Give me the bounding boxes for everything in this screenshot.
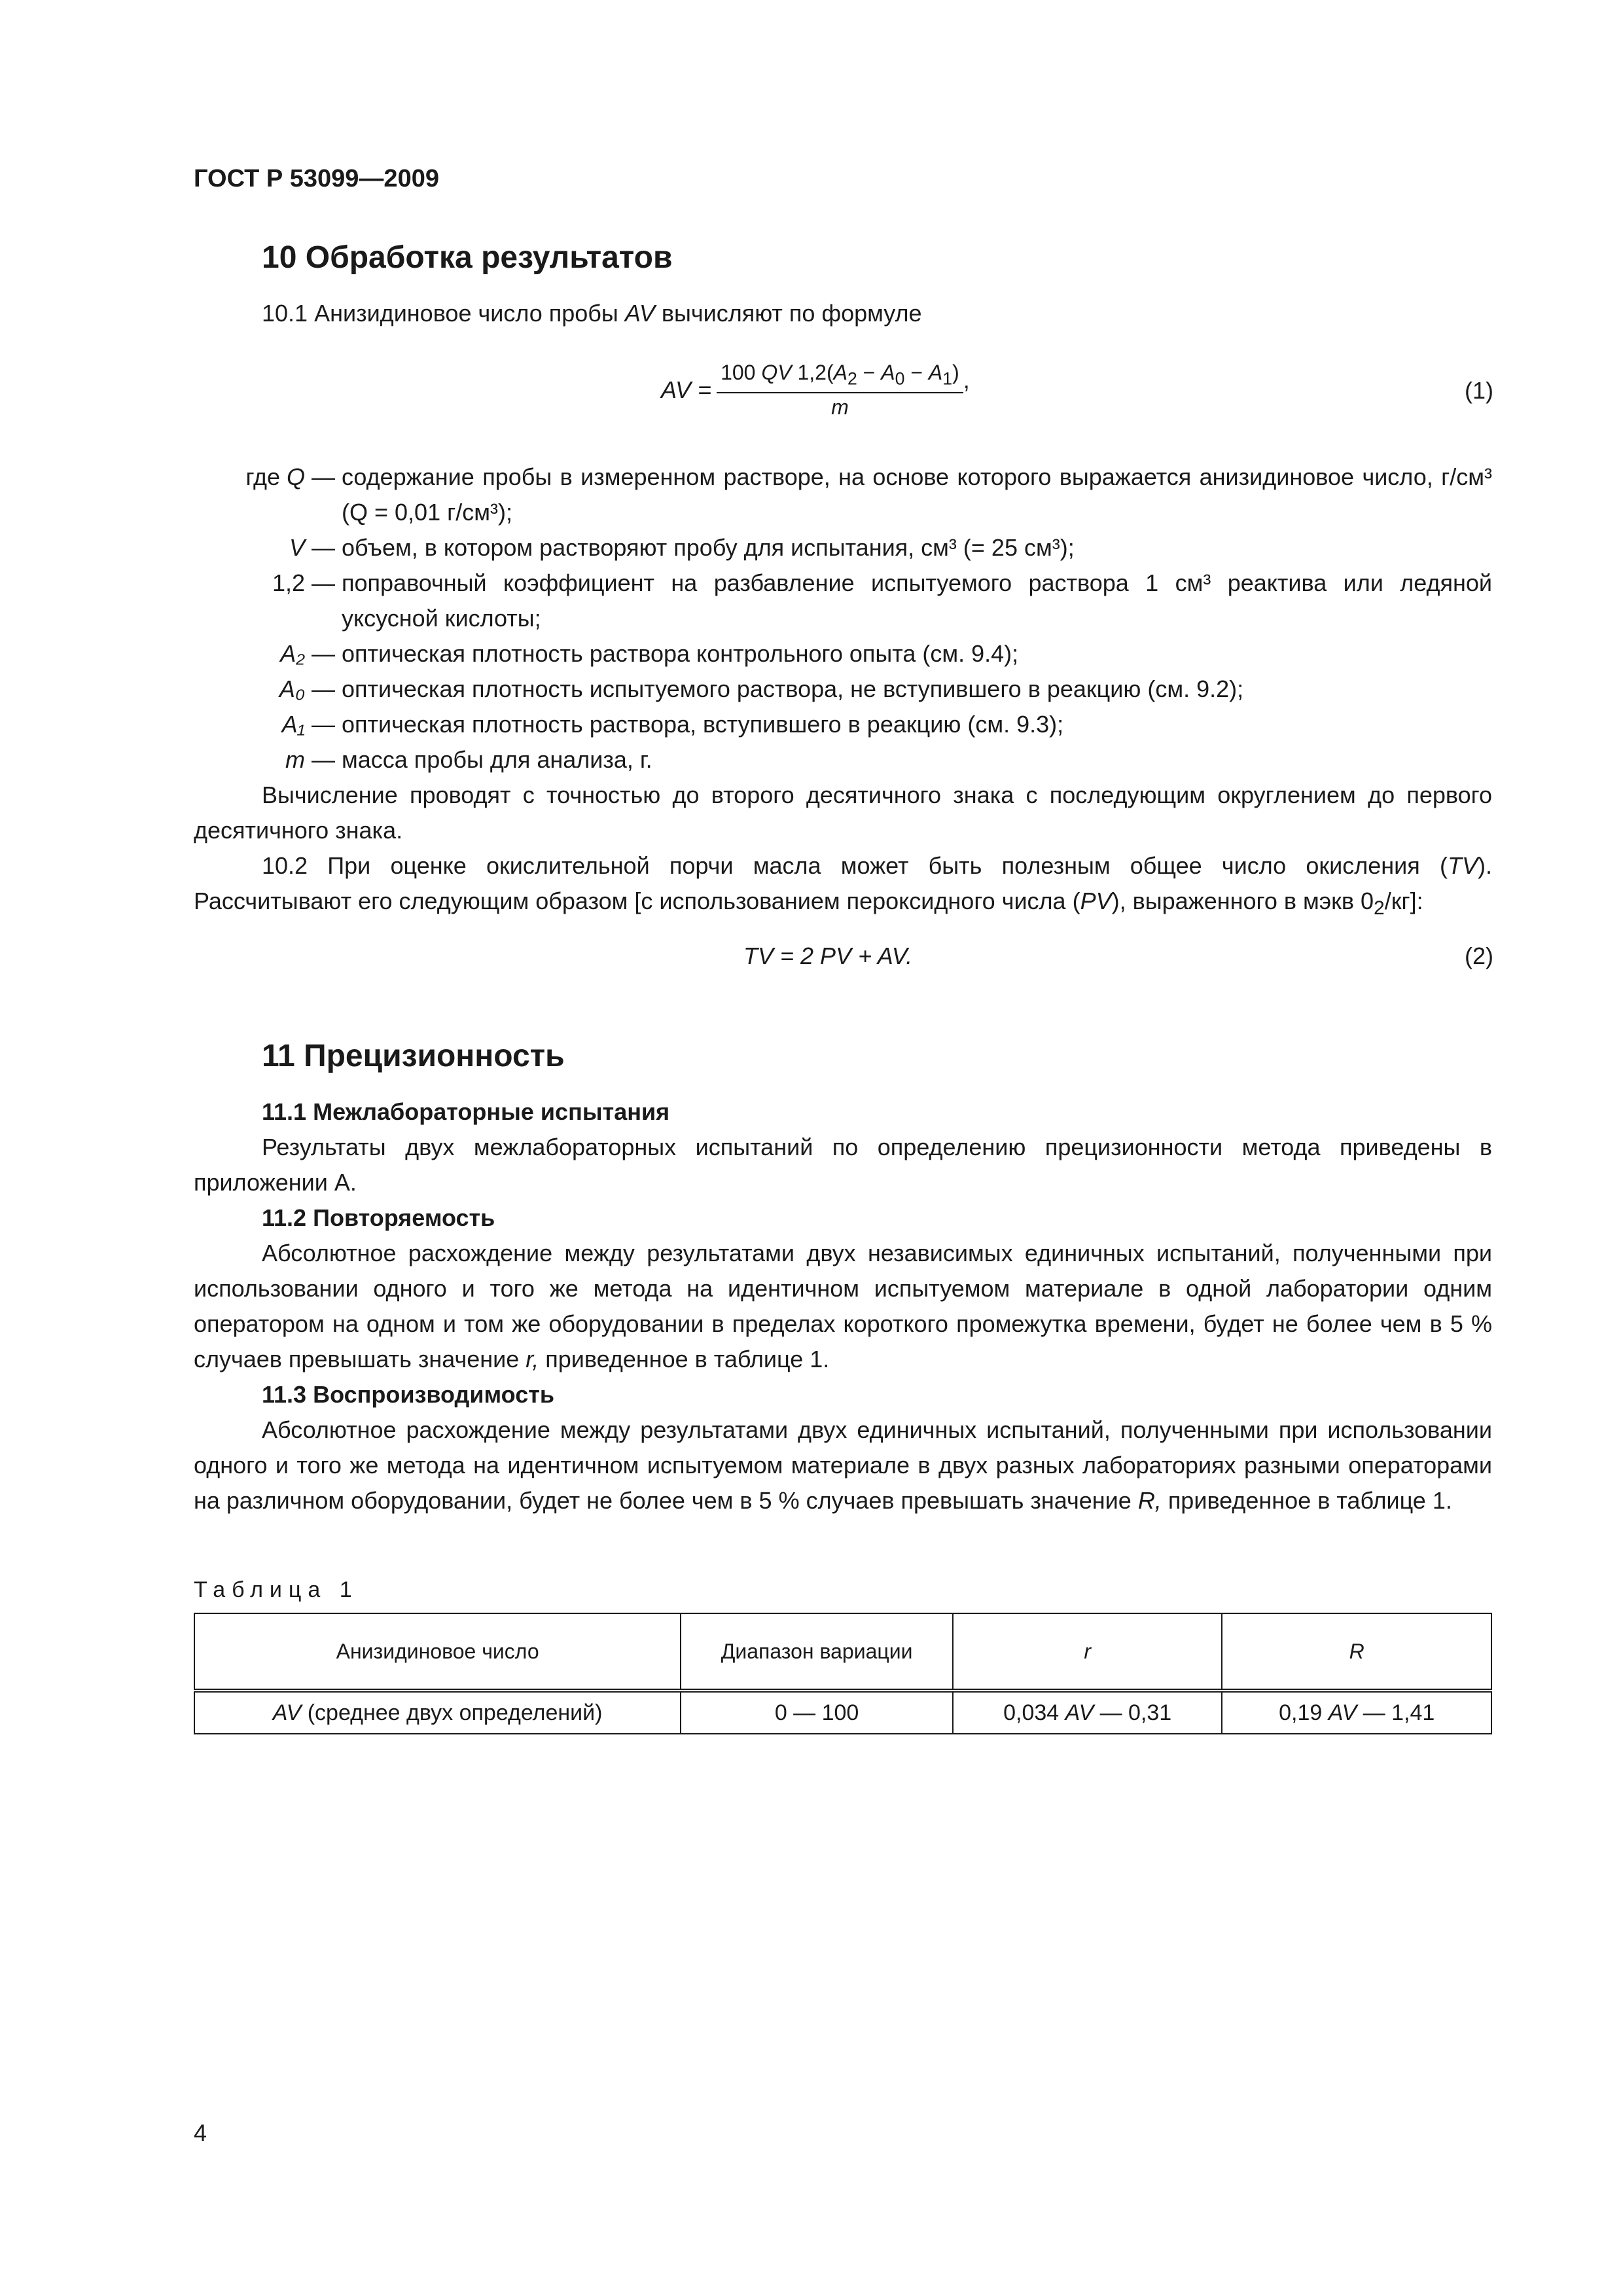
where-item-a1 — [194, 707, 1492, 742]
where-item-symbol: A₁ — [281, 711, 305, 738]
table-1 — [194, 1613, 1492, 1734]
table-header-cell: Анизидиновое число — [194, 1613, 681, 1691]
paragraph-10-2: 10.2 При оценке окислительной порчи масла может быть полезным общее число окисления (TV). Рассчитывают его следующим образом [с использованием пероксидного числа (PV), выраженного в мэкв $0_2/кг$]: — [194, 852, 1492, 920]
where-item-coefficient — [194, 565, 1492, 636]
subsection-11-3-title: 11.3 Воспроизводимость — [262, 1381, 554, 1408]
table-header-cell: Диапазон вариации — [681, 1613, 953, 1691]
where-item-symbol: A₀ — [279, 675, 305, 702]
where-item-sep: — — [305, 463, 342, 490]
where-item-sep: — — [305, 640, 342, 667]
formula-1-lhs: AV = — [661, 376, 712, 403]
formula-1-comma: , — [963, 366, 970, 393]
where-item-sep: — — [305, 711, 342, 738]
formula-2-number: (2) — [1465, 942, 1493, 969]
where-item-v — [194, 530, 1492, 565]
table-cell: 0,034 AV — 0,31 — [953, 1691, 1222, 1734]
table-row — [194, 1691, 1491, 1734]
formula-1-denominator: m — [831, 395, 849, 420]
where-item-text: оптическая плотность раствора контрольного опыта (см. 9.4); — [342, 640, 1019, 667]
document-id: ГОСТ Р 53099—2009 — [194, 165, 439, 192]
where-item-a2 — [194, 636, 1492, 672]
subsection-11-2-text: Абсолютное расхождение между результатами двух независимых единичных испытаний, полученными при использовании одного и того же метода на идентичном испытуемом материале в одной лаборатории одним оператором на одном и том же оборудовании в пределах короткого промежутка времени, будет не более чем в 5 % случаев превышать значение r, приведенное в таблице 1. — [194, 1240, 1492, 1372]
where-item-symbol: V — [289, 534, 305, 561]
where-item-symbol: 1,2 — [272, 569, 305, 596]
where-item-q — [194, 459, 1492, 530]
where-item-text: оптическая плотность испытуемого раствора, не вступившего в реакцию (см. 9.2); — [342, 675, 1244, 702]
paragraph-10-1 — [262, 296, 922, 331]
where-item-symbol: A₂ — [280, 640, 305, 667]
subsection-11-1-title: 11.1 Межлабораторные испытания — [262, 1098, 670, 1125]
where-item-sep: — — [305, 534, 342, 561]
formula-1 — [661, 359, 970, 421]
where-item-symbol: где Q — [245, 463, 305, 490]
subsection-11-2-title: 11.2 Повторяемость — [262, 1204, 495, 1231]
table-1-caption: Таблица 1 — [194, 1577, 359, 1602]
where-item-text: масса пробы для анализа, г. — [342, 746, 652, 773]
p10-1-suffix: вычисляют по формуле — [654, 300, 922, 327]
where-item-sep: — — [305, 746, 342, 773]
table-cell: 0,19 AV — 1,41 — [1222, 1691, 1491, 1734]
where-item-text: оптическая плотность раствора, вступившего в реакцию (см. 9.3); — [342, 711, 1064, 738]
formula-2: TV = 2 PV + AV. — [743, 942, 913, 969]
page-number: 4 — [194, 2119, 207, 2146]
where-item-symbol: m — [285, 746, 305, 773]
p10-1-symbol: AV — [624, 300, 655, 327]
table-header-row — [194, 1613, 1491, 1691]
where-item-sep: — — [305, 675, 342, 702]
subsection-11-1-text: Результаты двух межлабораторных испытаний по определению прецизионности метода приведены в приложении А. — [194, 1134, 1492, 1196]
table-cell: 0 — 100 — [681, 1691, 953, 1734]
formula-1-number: (1) — [1465, 377, 1493, 404]
where-item-m — [194, 742, 1492, 778]
where-item-text: содержание пробы в измеренном растворе, на основе которого выражается анизидиновое число, г/см³ (Q = 0,01 г/см³); — [342, 463, 1492, 526]
section-11-title: 11 Прецизионность — [262, 1039, 565, 1073]
calculation-note: Вычисление проводят с точностью до второго десятичного знака с последующим округлением до первого десятичного знака. — [194, 781, 1492, 844]
formula-1-numerator: 100 QV $1,2(A_2 - A_0 - A_1)$ — [717, 359, 963, 393]
section-10-title: 10 Обработка результатов — [262, 240, 673, 275]
where-list — [194, 459, 1492, 926]
where-item-a0 — [194, 672, 1492, 707]
subsection-11-3-text: Абсолютное расхождение между результатами двух единичных испытаний, полученными при использовании одного и того же метода на идентичном испытуемом материале в двух разных лабораториях разными операторами на различном оборудовании, будет не более чем в 5 % случаев превышать значение R, приведенное в таблице 1. — [194, 1416, 1492, 1514]
p10-1-prefix: 10.1 Анизидиновое число пробы — [262, 300, 625, 327]
table-header-cell: R — [1222, 1613, 1491, 1691]
where-item-text: поправочный коэффициент на разбавление испытуемого раствора 1 см³ реактива или ледяной уксусной кислоты; — [342, 569, 1492, 632]
section-11-body — [194, 1094, 1492, 1518]
where-item-sep: — — [305, 569, 342, 596]
table-cell: AV (среднее двух определений) — [194, 1691, 681, 1734]
table-header-cell: r — [953, 1613, 1222, 1691]
formula-1-fraction — [717, 359, 963, 421]
where-item-text: объем, в котором растворяют пробу для испытания, см³ (= 25 см³); — [342, 534, 1075, 561]
